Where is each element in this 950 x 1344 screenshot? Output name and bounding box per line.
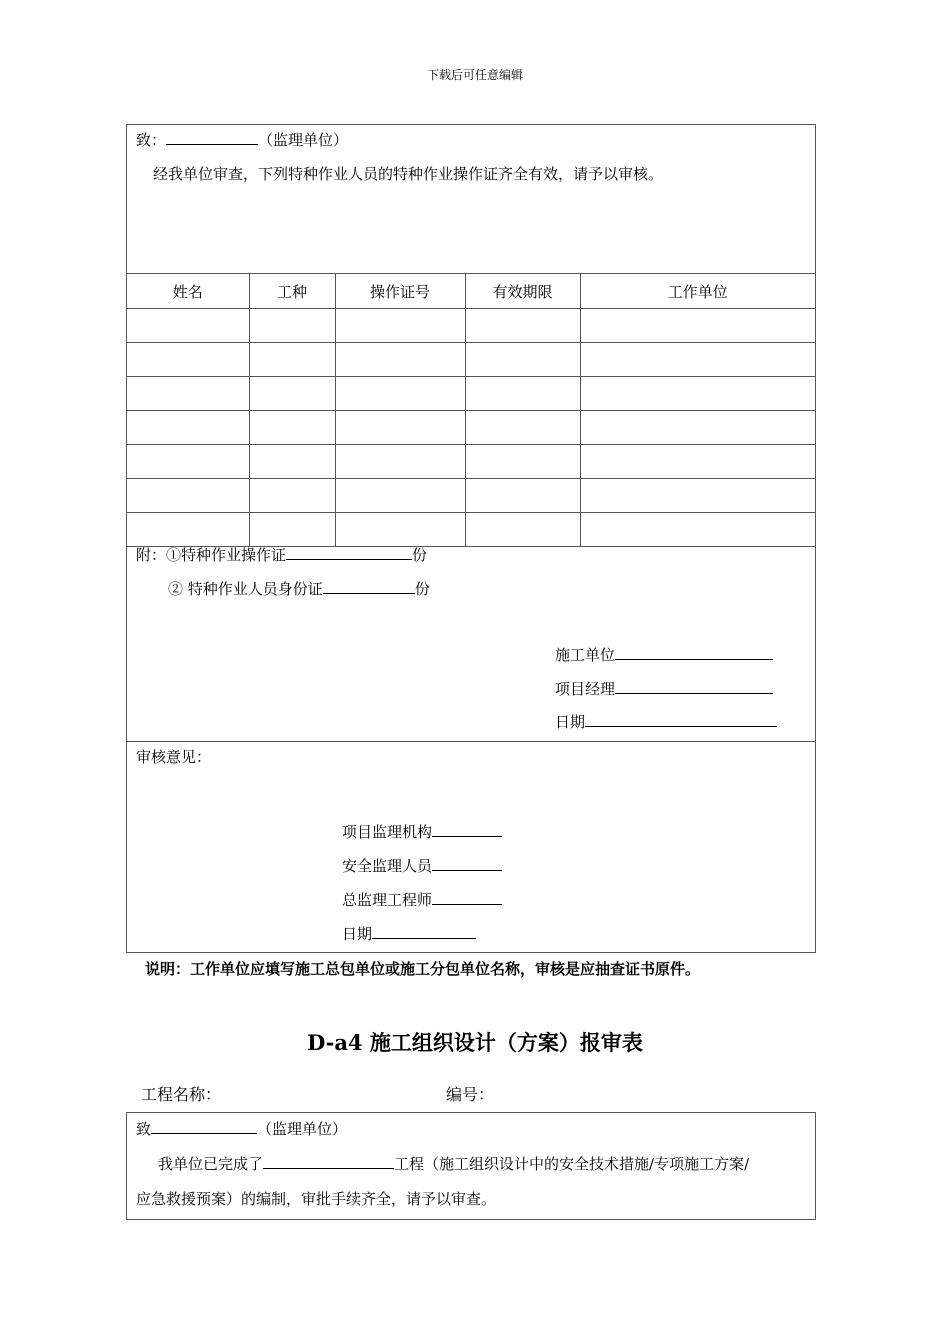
addressee-line bbox=[136, 129, 348, 150]
form2-to-suffix: （监理单位） bbox=[257, 1120, 348, 1138]
table-cell[interactable] bbox=[335, 445, 465, 479]
attach1-label: ①特种作业操作证 bbox=[166, 546, 287, 564]
instruction-note: 说明：工作单位应填写施工总包单位或施工分包单位名称，审核是应抽查证书原件。 bbox=[145, 960, 701, 978]
sign-date-label: 日期 bbox=[555, 713, 586, 731]
form2-title: D-a4 施工组织设计（方案）报审表 bbox=[307, 1030, 643, 1055]
table-cell[interactable] bbox=[249, 309, 335, 343]
form2-body-line-1 bbox=[158, 1153, 749, 1174]
form-body-text: 经我单位审查，下列特种作业人员的特种作业操作证齐全有效，请予以审核。 bbox=[153, 165, 664, 183]
number-label: 编号： bbox=[446, 1085, 495, 1104]
column-header: 工作单位 bbox=[580, 274, 815, 309]
table-row bbox=[127, 411, 815, 445]
supervisor-unit-blank[interactable] bbox=[166, 130, 258, 145]
table-cell[interactable] bbox=[580, 411, 815, 445]
table-cell[interactable] bbox=[335, 377, 465, 411]
table-row bbox=[127, 343, 815, 377]
project-manager-blank[interactable] bbox=[615, 679, 773, 694]
review-safety-line bbox=[342, 855, 502, 876]
table-cell[interactable] bbox=[580, 513, 815, 547]
table-cell[interactable] bbox=[580, 445, 815, 479]
table-cell[interactable] bbox=[127, 513, 249, 547]
attach2-count-blank[interactable] bbox=[323, 579, 415, 594]
form2-to-prefix: 致 bbox=[136, 1120, 152, 1138]
review-chief-blank[interactable] bbox=[432, 890, 502, 905]
attach1-count-blank[interactable] bbox=[286, 545, 412, 560]
table-cell[interactable] bbox=[335, 513, 465, 547]
table-cell[interactable] bbox=[249, 479, 335, 513]
table-cell[interactable] bbox=[127, 479, 249, 513]
table-header-row bbox=[127, 274, 815, 309]
section-divider bbox=[127, 741, 815, 742]
attach-prefix: 附： bbox=[136, 546, 167, 564]
table-cell[interactable] bbox=[465, 343, 580, 377]
table-cell[interactable] bbox=[249, 343, 335, 377]
table-cell[interactable] bbox=[127, 445, 249, 479]
review-date-label: 日期 bbox=[342, 925, 373, 943]
table-row bbox=[127, 445, 815, 479]
table-cell[interactable] bbox=[249, 513, 335, 547]
table-cell[interactable] bbox=[335, 479, 465, 513]
table-cell[interactable] bbox=[127, 309, 249, 343]
table-row bbox=[127, 377, 815, 411]
table-cell[interactable] bbox=[335, 411, 465, 445]
column-header: 操作证号 bbox=[335, 274, 465, 309]
project-manager-label: 项目经理 bbox=[555, 680, 616, 698]
review-opinion-label: 审核意见： bbox=[136, 748, 212, 766]
form2-project-blank[interactable] bbox=[263, 1154, 394, 1169]
column-header: 有效期限 bbox=[465, 274, 580, 309]
table-row bbox=[127, 479, 815, 513]
to-prefix: 致： bbox=[136, 131, 167, 149]
form2-body-line-2: 应急救援预案）的编制，审批手续齐全，请予以审查。 bbox=[136, 1190, 497, 1208]
table-cell[interactable] bbox=[465, 377, 580, 411]
construction-unit-label: 施工单位 bbox=[555, 646, 616, 664]
table-cell[interactable] bbox=[127, 411, 249, 445]
review-date-blank[interactable] bbox=[372, 924, 476, 939]
table-cell[interactable] bbox=[127, 343, 249, 377]
review-org-label: 项目监理机构 bbox=[342, 823, 433, 841]
review-safety-blank[interactable] bbox=[432, 856, 502, 871]
table-cell[interactable] bbox=[465, 309, 580, 343]
table-cell[interactable] bbox=[465, 445, 580, 479]
form2-supervisor-blank[interactable] bbox=[151, 1119, 257, 1134]
construction-unit-line bbox=[555, 644, 773, 665]
table-cell[interactable] bbox=[249, 411, 335, 445]
table-cell[interactable] bbox=[580, 309, 815, 343]
review-chief-line bbox=[342, 889, 502, 910]
table-row bbox=[127, 513, 815, 547]
table-cell[interactable] bbox=[465, 513, 580, 547]
review-date-line bbox=[342, 923, 476, 944]
table-cell[interactable] bbox=[580, 343, 815, 377]
table-cell[interactable] bbox=[249, 445, 335, 479]
attach2-unit: 份 bbox=[414, 580, 430, 598]
attach2-label: ② 特种作业人员身份证 bbox=[168, 580, 323, 598]
sign-date-blank[interactable] bbox=[585, 712, 777, 727]
table-cell[interactable] bbox=[465, 479, 580, 513]
project-name-label: 工程名称： bbox=[141, 1085, 222, 1104]
attachment-line-2 bbox=[168, 578, 430, 599]
table-cell[interactable] bbox=[335, 343, 465, 377]
attachment-line-1 bbox=[136, 544, 427, 565]
review-org-line bbox=[342, 821, 502, 842]
table-cell[interactable] bbox=[335, 309, 465, 343]
column-header: 工种 bbox=[249, 274, 335, 309]
review-safety-label: 安全监理人员 bbox=[342, 857, 433, 875]
review-chief-label: 总监理工程师 bbox=[342, 891, 433, 909]
form2-line1-prefix: 我单位已完成了 bbox=[158, 1155, 264, 1173]
to-suffix: （监理单位） bbox=[258, 131, 349, 149]
table-cell[interactable] bbox=[127, 377, 249, 411]
form2-line1-suffix: 工程（施工组织设计中的安全技术措施/专项施工方案/ bbox=[394, 1155, 750, 1173]
table-cell[interactable] bbox=[249, 377, 335, 411]
attach1-unit: 份 bbox=[412, 546, 428, 564]
form2-addressee-line bbox=[136, 1118, 347, 1139]
table-cell[interactable] bbox=[580, 377, 815, 411]
construction-plan-form bbox=[126, 1112, 816, 1220]
table-row bbox=[127, 309, 815, 343]
project-manager-line bbox=[555, 678, 773, 699]
column-header: 姓名 bbox=[127, 274, 249, 309]
construction-unit-blank[interactable] bbox=[615, 645, 773, 660]
special-worker-form bbox=[126, 124, 816, 953]
table-cell[interactable] bbox=[465, 411, 580, 445]
worker-table bbox=[127, 273, 815, 547]
table-cell[interactable] bbox=[580, 479, 815, 513]
header-note: 下载后可任意编辑 bbox=[426, 68, 523, 82]
sign-date-line bbox=[555, 711, 777, 732]
review-org-blank[interactable] bbox=[432, 822, 502, 837]
